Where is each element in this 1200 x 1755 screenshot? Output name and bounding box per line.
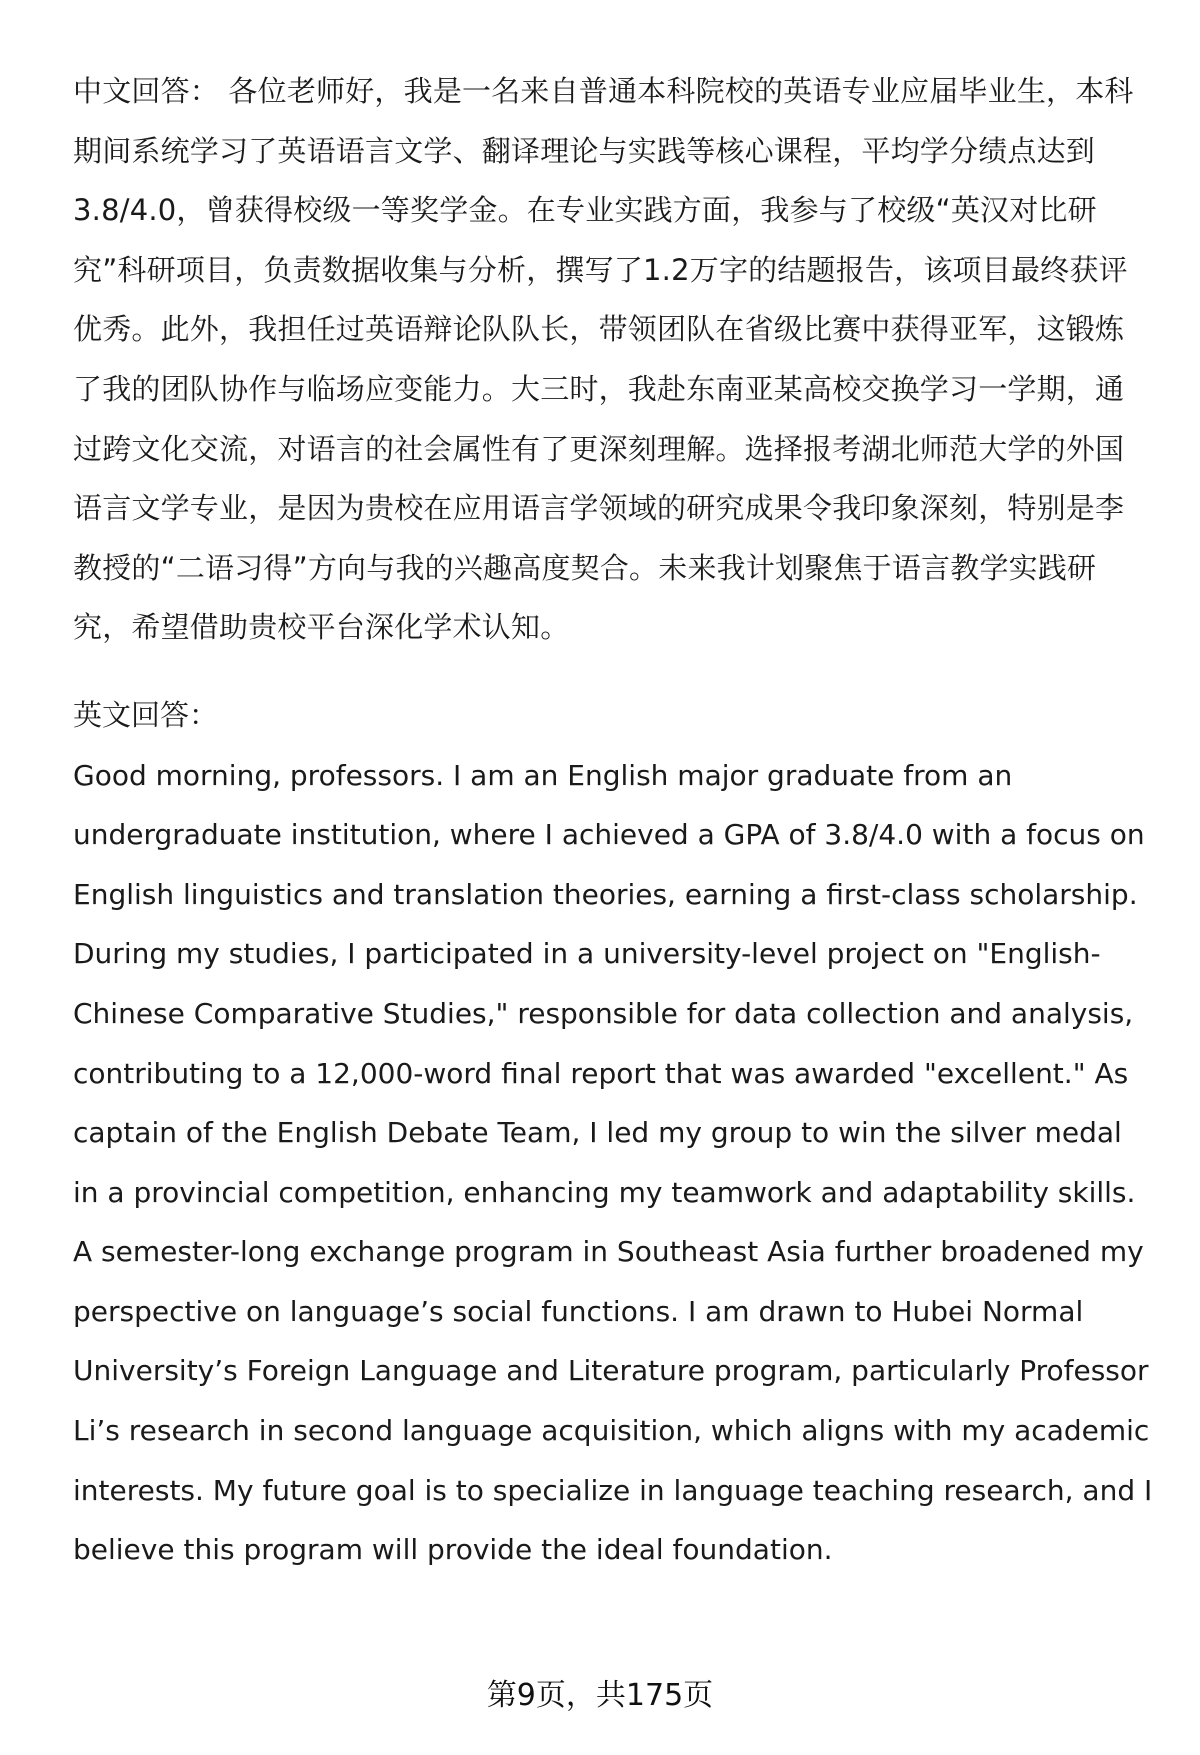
- chinese-answer-label: 中文回答：: [73, 74, 220, 108]
- document-body: [73, 62, 1153, 1580]
- english-answer-label: 英文回答：: [73, 697, 219, 732]
- page-number-footer: 第9页，共175页: [486, 1678, 714, 1713]
- section-gap: [73, 658, 1153, 686]
- english-answer-text: Good morning, professors. I am an English major graduate from an undergraduate institution, where I achieved a GPA of 3.8/4.0 with a focus on English linguistics and translation theories, earning a first-class scholarship. During my studies, I participated in a university-level project on "English-Chinese Comparative Studies," responsible for data collection and analysis, contributing to a 12,000-word final report that was awarded "excellent." As captain of the English Debate Team, I led my group to win the silver medal in a provincial competition, enhancing my teamwork and adaptability skills. A semester-long exchange program in Southeast Asia further broadened my perspective on language’s social functions. I am drawn to Hubei Normal University’s Foreign Language and Literature program, particularly Professor Li’s research in second language acquisition, which aligns with my academic interests. My future goal is to specialize in language teaching research, and I believe this program will provide the ideal foundation.: [73, 758, 1153, 1567]
- chinese-answer-paragraph: [73, 62, 1153, 658]
- chinese-answer-text: 各位老师好，我是一名来自普通本科院校的英语专业应届毕业生，本科期间系统学习了英语语言文学、翻译理论与实践等核心课程，平均学分绩点达到3.8/4.0，曾获得校级一等奖学金。在专业实践方面，我参与了校级“英汉对比研究”科研项目，负责数据收集与分析，撰写了1.2万字的结题报告，该项目最终获评优秀。此外，我担任过英语辩论队队长，带领团队在省级比赛中获得亚军，这锻炼了我的团队协作与临场应变能力。大三时，我赴东南亚某高校交换学习一学期，通过跨文化交流，对语言的社会属性有了更深刻理解。选择报考湖北师范大学的外国语言文学专业，是因为贵校在应用语言学领域的研究成果令我印象深刻，特别是李教授的“二语习得”方向与我的兴趣高度契合。未来我计划聚焦于语言教学实践研究，希望借助贵校平台深化学术认知。: [73, 74, 1134, 645]
